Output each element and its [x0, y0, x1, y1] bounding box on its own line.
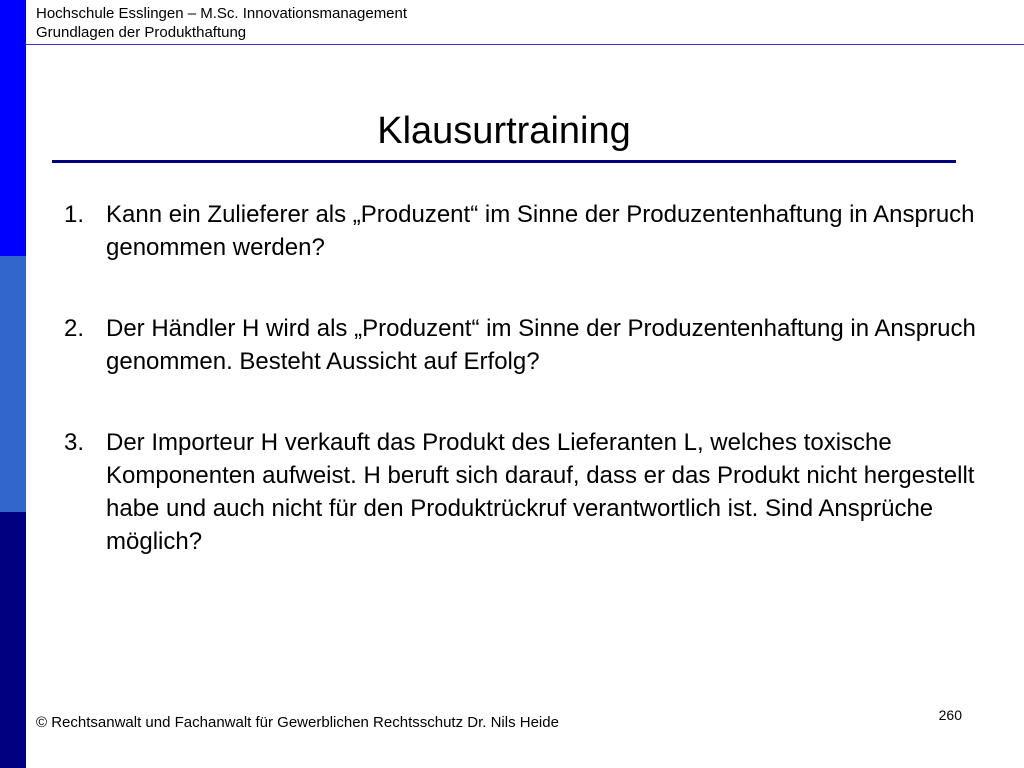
- header-institution: Hochschule Esslingen – M.Sc. Innovationsmanagement: [36, 5, 408, 22]
- header-course: Grundlagen der Produkthaftung: [36, 24, 247, 41]
- question-text: Kann ein Zulieferer als „Produzent“ im Sinne der Produzentenhaftung in Anspruch genommen werden?: [106, 201, 975, 261]
- question-item: [64, 312, 994, 378]
- title-underline: [52, 160, 956, 163]
- slide-title: Klausurtraining: [377, 110, 631, 152]
- side-color-bar: [0, 0, 26, 768]
- question-number: 3.: [64, 429, 85, 456]
- side-bar-bottom-segment: [0, 512, 26, 768]
- question-number: 1.: [64, 201, 85, 228]
- side-bar-middle-segment: [0, 256, 26, 512]
- question-item: [64, 198, 994, 264]
- question-number: 2.: [64, 315, 85, 342]
- question-item: [64, 426, 994, 558]
- question-list: [64, 198, 994, 606]
- question-text: Der Importeur H verkauft das Produkt des Lieferanten L, welches toxische Komponenten aufweist. H beruft sich darauf, dass er das Produkt nicht hergestellt habe und auch nicht für den Produktrückruf verantwortlich ist. Sind Ansprüche möglich?: [106, 429, 975, 555]
- footer-copyright: © Rechtsanwalt und Fachanwalt für Gewerblichen Rechtsschutz Dr. Nils Heide: [36, 714, 559, 731]
- slide-header: [36, 4, 407, 42]
- question-text: Der Händler H wird als „Produzent“ im Sinne der Produzentenhaftung in Anspruch genommen. Besteht Aussicht auf Erfolg?: [106, 315, 976, 375]
- side-bar-top-segment: [0, 0, 26, 256]
- page-number: 260: [938, 707, 962, 723]
- header-divider: [26, 44, 1024, 45]
